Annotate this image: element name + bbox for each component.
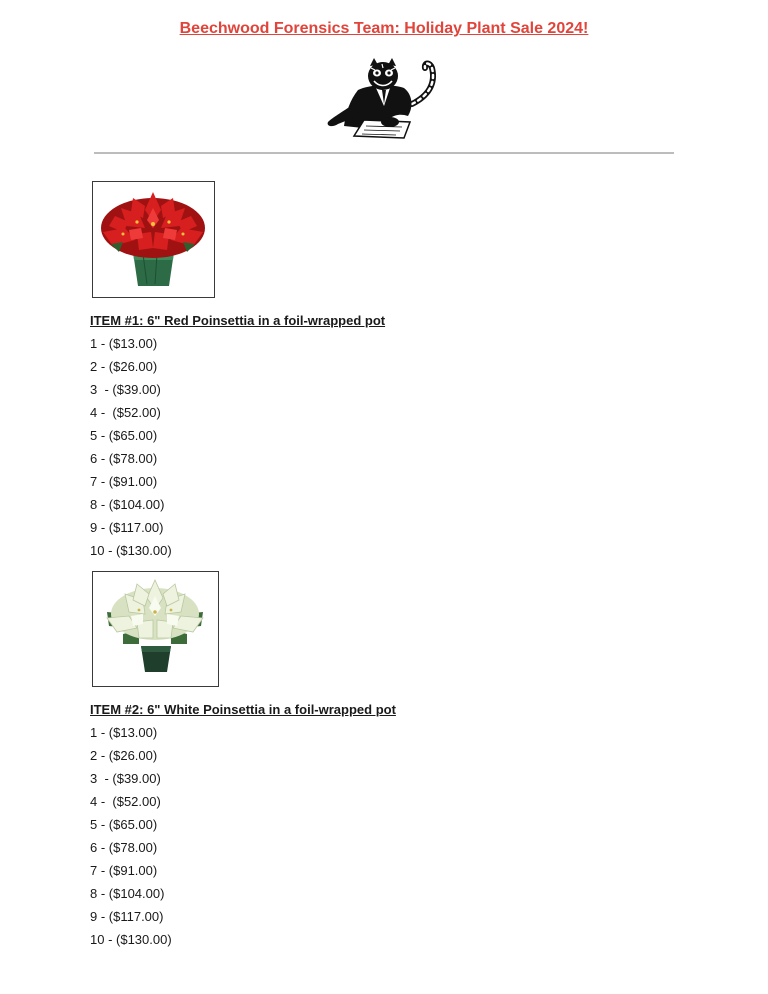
quantity-option-8[interactable]: 8 - ($104.00): [90, 497, 165, 512]
item-heading: ITEM #2: 6" White Poinsettia in a foil-wrapped pot: [90, 702, 396, 717]
quantity-option-6[interactable]: 6 - ($78.00): [90, 451, 158, 466]
quantity-option-9[interactable]: 9 - ($117.00): [90, 909, 164, 924]
quantity-option-5[interactable]: 5 - ($65.00): [90, 817, 158, 832]
quantity-option-4[interactable]: 4 - ($52.00): [90, 794, 161, 809]
quantity-option-7[interactable]: 7 - ($91.00): [90, 474, 158, 489]
quantity-price-list: [90, 334, 510, 564]
quantity-option-1[interactable]: 1 - ($13.00): [90, 725, 158, 740]
quantity-option-1[interactable]: 1 - ($13.00): [90, 336, 158, 351]
item-heading: ITEM #1: 6" Red Poinsettia in a foil-wrapped pot: [90, 313, 386, 328]
white-poinsettia-image: [93, 572, 218, 686]
quantity-option-9[interactable]: 9 - ($117.00): [90, 520, 164, 535]
quantity-option-3[interactable]: 3 - ($39.00): [90, 771, 161, 786]
item-section-red-poinsettia: [90, 181, 510, 564]
item-photo-frame: [92, 181, 215, 298]
quantity-option-5[interactable]: 5 - ($65.00): [90, 428, 158, 443]
quantity-option-3[interactable]: 3 - ($39.00): [90, 382, 161, 397]
quantity-option-8[interactable]: 8 - ($104.00): [90, 886, 165, 901]
page-title: Beechwood Forensics Team: Holiday Plant Sale 2024!: [179, 20, 589, 37]
quantity-option-2[interactable]: 2 - ($26.00): [90, 748, 158, 763]
quantity-option-10[interactable]: 10 - ($130.00): [90, 932, 172, 947]
quantity-option-6[interactable]: 6 - ($78.00): [90, 840, 158, 855]
tiger-mascot-icon: [324, 56, 444, 140]
quantity-price-list: [90, 723, 510, 953]
quantity-option-7[interactable]: 7 - ($91.00): [90, 863, 158, 878]
red-poinsettia-image: [93, 182, 214, 297]
item-section-white-poinsettia: [90, 571, 510, 953]
quantity-option-10[interactable]: 10 - ($130.00): [90, 543, 172, 558]
item-photo-frame: [92, 571, 219, 687]
divider: [94, 152, 674, 154]
quantity-option-2[interactable]: 2 - ($26.00): [90, 359, 158, 374]
quantity-option-4[interactable]: 4 - ($52.00): [90, 405, 161, 420]
